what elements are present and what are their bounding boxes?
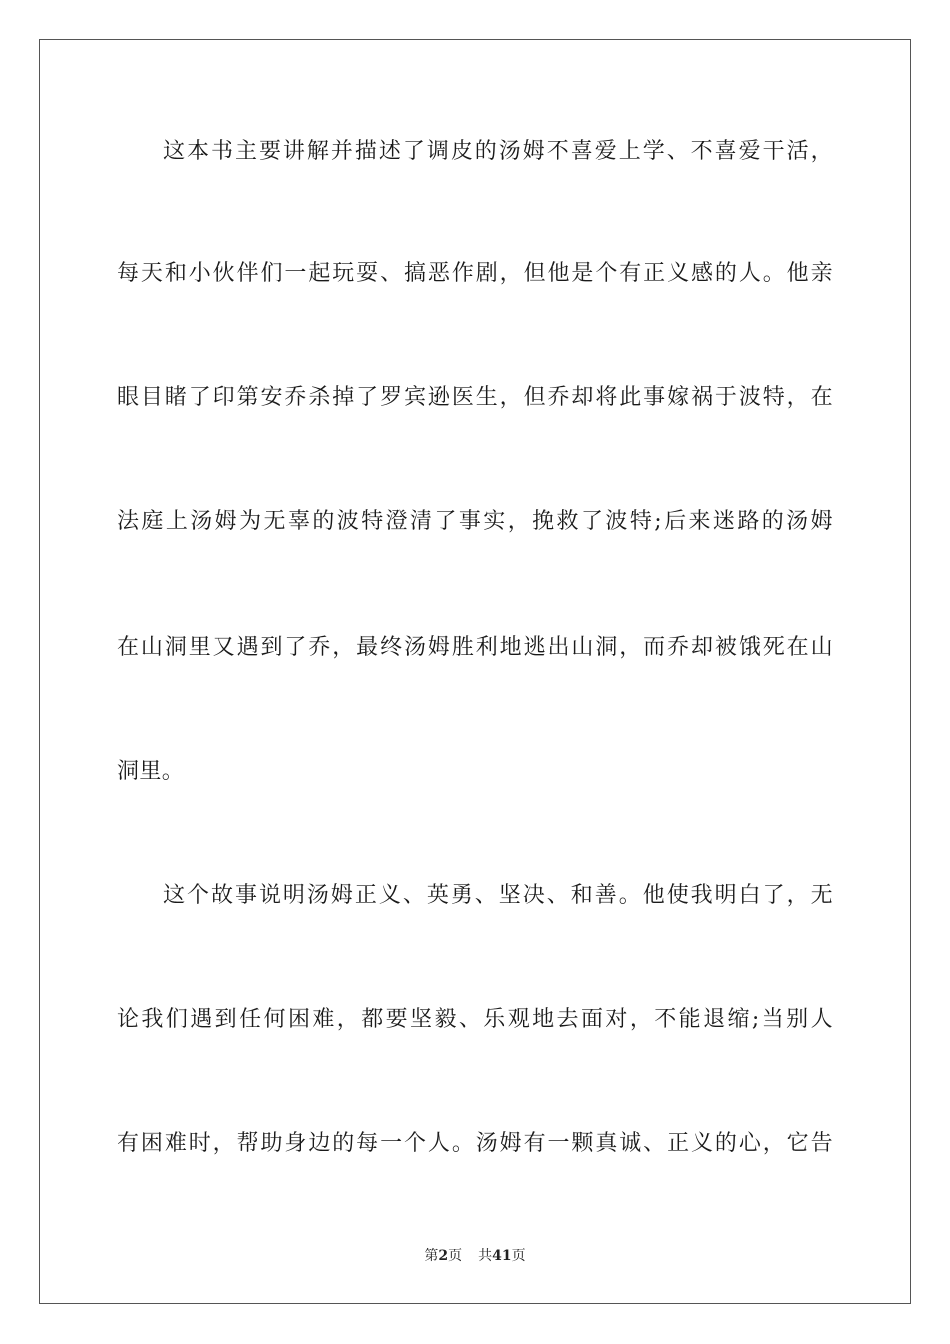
footer-total-pages: 41 bbox=[492, 1248, 512, 1264]
paragraph-1-line-2: 每天和小伙伴们一起玩耍、搞恶作剧，但他是个有正义感的人。他亲 bbox=[117, 261, 833, 286]
paragraph-1-line-6: 洞里。 bbox=[117, 759, 185, 784]
paragraph-1-line-4: 法庭上汤姆为无辜的波特澄清了事实，挽救了波特;后来迷路的汤姆 bbox=[117, 509, 833, 534]
paragraph-1-line-5: 在山洞里又遇到了乔，最终汤姆胜利地逃出山洞，而乔却被饿死在山 bbox=[117, 635, 833, 660]
footer-page-number: 2 bbox=[438, 1248, 449, 1264]
footer-page-prefix: 第 bbox=[424, 1248, 439, 1264]
paragraph-2-line-1: 这个故事说明汤姆正义、英勇、坚决、和善。他使我明白了，无 bbox=[163, 883, 833, 908]
page-border bbox=[39, 39, 911, 1304]
footer-total-prefix: 共 bbox=[478, 1248, 493, 1264]
paragraph-1-line-1: 这本书主要讲解并描述了调皮的汤姆不喜爱上学、不喜爱干活， bbox=[163, 139, 833, 164]
page-footer bbox=[0, 1246, 950, 1266]
paragraph-1-line-3: 眼目睹了印第安乔杀掉了罗宾逊医生，但乔却将此事嫁祸于波特，在 bbox=[117, 385, 833, 410]
footer-total-suffix: 页 bbox=[511, 1248, 526, 1264]
footer-page-suffix: 页 bbox=[448, 1248, 463, 1264]
paragraph-2-line-3: 有困难时，帮助身边的每一个人。汤姆有一颗真诚、正义的心，它告 bbox=[117, 1131, 833, 1156]
paragraph-2-line-2: 论我们遇到任何困难，都要坚毅、乐观地去面对，不能退缩;当别人 bbox=[117, 1007, 833, 1032]
